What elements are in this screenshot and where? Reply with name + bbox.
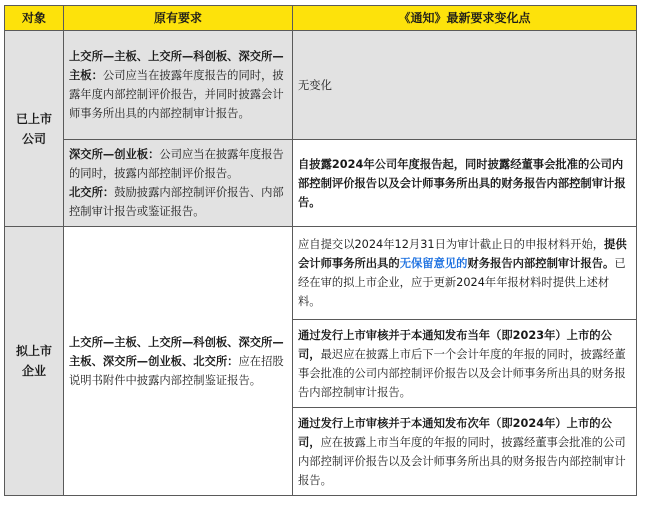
- table-row: [5, 227, 637, 320]
- change-ipo-filing-bold-c: 财务报告内部控制审计报告。: [467, 257, 615, 270]
- table-row: [5, 140, 637, 227]
- original-ipo-text: 应在招股说明书附件中披露内部控制鉴证报告。: [69, 354, 284, 387]
- change-main-boards: [293, 31, 637, 140]
- change-ipo-filing-text-a: 应自提交以2024年12月31日为审计截止日的申报材料开始，: [298, 238, 605, 251]
- change-no-change: 无变化: [298, 78, 332, 92]
- original-gem-text: 公司应当在披露年度报告的同时，披露内部控制评价报告。: [69, 148, 284, 180]
- change-ipo-2024-text: 应在披露上市当年度的年报的同时，披露经董事会批准的公司内部控制评价报告以及会计师事务所出具的财务报告内部控制审计报告。: [298, 435, 626, 487]
- change-ipo-2023: [293, 320, 637, 408]
- change-2024-annual-report: 自披露2024年公司年度报告起，同时披露经董事会批准的公司内部控制评价报告以及会计师事务所出具的财务报告内部控制审计报告。: [298, 157, 626, 209]
- original-main-boards-text: 公司应当在披露年度报告的同时，披露年度内部控制评价报告，并同时披露会计师事务所出具的内部控制审计报告。: [69, 69, 284, 120]
- original-ipo-title: 上交所—主板、上交所—科创板、深交所—主板、深交所—创业板、北交所：: [69, 335, 284, 368]
- object-listed-company: [5, 31, 64, 227]
- object-ipo-company: [5, 227, 64, 496]
- requirements-table: [4, 5, 637, 496]
- change-ipo-2024-title: 通过发行上市审核并于本通知发布次年（即2024年）上市的公司，: [298, 416, 612, 449]
- original-bse-title: 北交所：: [69, 186, 115, 199]
- object-listed-line1: 已上市: [15, 111, 52, 126]
- header-object: 对象: [5, 6, 64, 31]
- object-listed-line2: 公司: [21, 131, 46, 146]
- original-gem-title: 深交所—创业板：: [69, 148, 160, 161]
- change-ipo-filing-bold-b: 提供会计师事务所出具的: [298, 238, 627, 270]
- change-ipo-filing-text-d: 已经在审的拟上市企业，应于更新2024年年报材料时提供上述材料。: [298, 257, 626, 308]
- original-bse-text: 鼓励披露内部控制评价报告、内部控制审计报告或鉴证报告。: [69, 186, 284, 218]
- change-ipo-filing: [293, 227, 637, 320]
- original-gem-bse: [64, 140, 293, 227]
- change-ipo-2024: [293, 408, 637, 496]
- object-ipo-line2: 企业: [21, 364, 46, 378]
- original-main-boards: [64, 31, 293, 140]
- header-row: [5, 6, 637, 31]
- change-gem-bse: [293, 140, 637, 227]
- original-main-boards-title: 上交所—主板、上交所—科创板、深交所—主板：: [69, 50, 284, 82]
- change-ipo-2023-text: 最迟应在披露上市后下一个会计年度的年报的同时，披露经董事会批准的公司内部控制评价报告以及会计师事务所出具的财务报告内部控制审计报告。: [298, 347, 626, 399]
- header-original-requirement: 原有要求: [64, 6, 293, 31]
- header-change-points: 《通知》最新要求变化点: [293, 6, 637, 31]
- table-row: [5, 31, 637, 140]
- change-ipo-2023-title: 通过发行上市审核并于本通知发布当年（即2023年）上市的公司，: [298, 328, 612, 361]
- object-ipo-line1: 拟上市: [15, 344, 52, 358]
- change-ipo-unqualified-opinion: 无保留意见的: [399, 257, 468, 270]
- original-ipo-requirement: [64, 227, 293, 496]
